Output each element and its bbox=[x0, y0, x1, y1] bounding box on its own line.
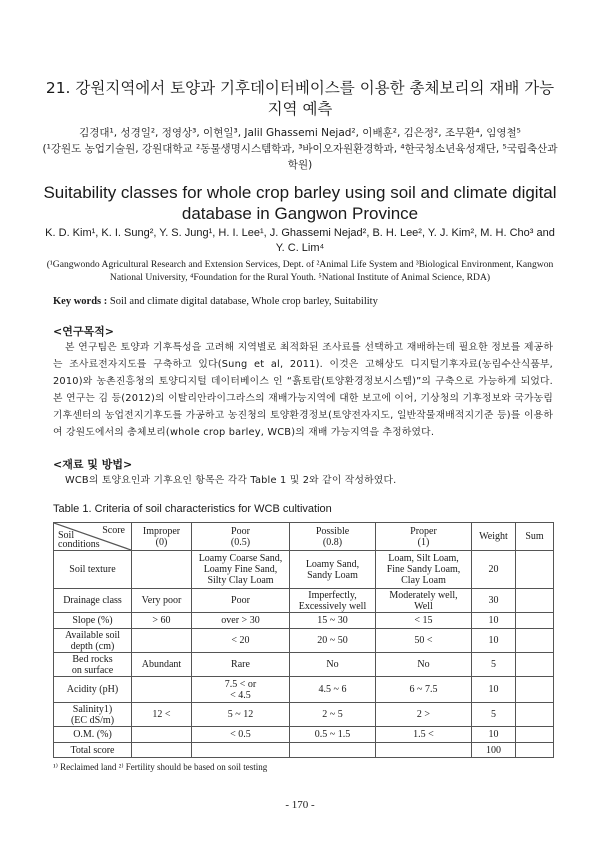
table-cell bbox=[516, 653, 554, 677]
english-authors: K. D. Kim¹, K. I. Sung², Y. S. Jung¹, H. I. Lee¹, J. Ghassemi Nejad², B. H. Lee², Y. J. Kim², M. H. Cho³ and Y. C. Lim⁴ bbox=[45, 227, 555, 254]
korean-authors-block bbox=[40, 125, 560, 173]
table-cell bbox=[516, 589, 554, 613]
table-row bbox=[54, 589, 554, 613]
table-cell bbox=[516, 703, 554, 727]
table-cell: Loamy Sand, Sandy Loam bbox=[290, 551, 376, 589]
keywords-text: Soil and climate digital database, Whole crop barley, Suitability bbox=[109, 296, 378, 307]
table-cell: < 20 bbox=[192, 629, 290, 653]
header-poor: Poor (0.5) bbox=[192, 523, 290, 551]
table-cell: > 60 bbox=[132, 613, 192, 629]
header-proper: Proper (1) bbox=[376, 523, 472, 551]
table-cell bbox=[516, 677, 554, 703]
korean-affiliations: (¹강원도 농업기술원, 강원대학교 ²동물생명시스템학과, ³바이오자원환경학과, ⁴한국청소년육성재단, ⁵국립축산과학원) bbox=[42, 143, 558, 171]
table-cell: 2 > bbox=[376, 703, 472, 727]
table-cell: 5 bbox=[472, 703, 516, 727]
table-body bbox=[54, 551, 554, 758]
table-cell bbox=[132, 551, 192, 589]
table-cell: 7.5 < or < 4.5 bbox=[192, 677, 290, 703]
table-cell: 10 bbox=[472, 629, 516, 653]
english-title: Suitability classes for whole crop barley using soil and climate digital database in Gangwon Province bbox=[43, 183, 557, 223]
corner-score-label: Score bbox=[102, 525, 125, 536]
table-cell: 10 bbox=[472, 677, 516, 703]
criteria-table bbox=[53, 522, 554, 758]
table-cell: No bbox=[290, 653, 376, 677]
table-cell: Imperfectly, Excessively well bbox=[290, 589, 376, 613]
table-cell: 5 ~ 12 bbox=[192, 703, 290, 727]
table-cell: Rare bbox=[192, 653, 290, 677]
table-cell bbox=[132, 629, 192, 653]
table-cell: Moderately well, Well bbox=[376, 589, 472, 613]
table-cell: 12 < bbox=[132, 703, 192, 727]
row-label-cell: O.M. (%) bbox=[54, 727, 132, 743]
row-label-cell: Bed rocks on surface bbox=[54, 653, 132, 677]
table-cell bbox=[132, 743, 192, 758]
table-cell: 20 bbox=[472, 551, 516, 589]
table-row bbox=[54, 727, 554, 743]
page-number: - 170 - bbox=[285, 799, 315, 811]
table-cell: over > 30 bbox=[192, 613, 290, 629]
section-methods-title: <재료 및 방법> bbox=[53, 458, 133, 471]
header-weight: Weight bbox=[472, 523, 516, 551]
table-cell: 0.5 ~ 1.5 bbox=[290, 727, 376, 743]
table-cell: Loamy Coarse Sand, Loamy Fine Sand, Silty Clay Loam bbox=[192, 551, 290, 589]
table-caption: Table 1. Criteria of soil characteristics for WCB cultivation bbox=[53, 503, 332, 515]
table-row bbox=[54, 551, 554, 589]
section-objective-title: <연구목적> bbox=[53, 325, 114, 338]
table-cell bbox=[290, 743, 376, 758]
section-objective-text: 본 연구팀은 토양과 기후특성을 고려해 지역별로 최적화된 조사료를 선택하고 재배하는데 필요한 정보를 제공하는 조사료전자지도를 구축하고 있다(Sung et al, 2011). 이것은 고해상도 디지털기후자료(농림수산식품부, 2010)와 농촌진흥청의 토양디지털 데이터베이스 인 “흙토람(토양환경정보시스템)”의 구축으로 가능하게 되었다. 본 연구는 김 등(2012)의 이탈리안라이그라스의 재배가능지역에 대한 보고에 이어, 기상청의 기후정보와 국가농림기후센터의 농업전지기후도를 가공하고 농진청의 토양환경정보(토양전자지도, 일반작물재배적지기준 등)를 이용하여 강원도에서의 총체보리(whole crop barley, WCB)의 재배 가능지역을 추정하였다. bbox=[53, 342, 553, 438]
table-row bbox=[54, 613, 554, 629]
table-cell bbox=[516, 629, 554, 653]
header-improper: Improper (0) bbox=[132, 523, 192, 551]
table-cell: Loam, Silt Loam, Fine Sandy Loam, Clay Loam bbox=[376, 551, 472, 589]
table-cell: < 0.5 bbox=[192, 727, 290, 743]
table-cell: 5 bbox=[472, 653, 516, 677]
table-cell: 10 bbox=[472, 727, 516, 743]
table-corner-cell bbox=[54, 523, 132, 551]
table-cell: Very poor bbox=[132, 589, 192, 613]
table-row bbox=[54, 703, 554, 727]
corner-conditions-label: Soil conditions bbox=[58, 530, 100, 550]
row-label-cell: Salinity1) (EC dS/m) bbox=[54, 703, 132, 727]
table-row bbox=[54, 677, 554, 703]
row-label-cell: Slope (%) bbox=[54, 613, 132, 629]
table-cell: 4.5 ~ 6 bbox=[290, 677, 376, 703]
table-cell bbox=[516, 613, 554, 629]
row-label-cell: Acidity (pH) bbox=[54, 677, 132, 703]
table-footnote: ¹⁾ Reclaimed land ²⁾ Fertility should be based on soil testing bbox=[53, 762, 268, 772]
header-possible: Possible (0.8) bbox=[290, 523, 376, 551]
row-label-cell: Total score bbox=[54, 743, 132, 758]
table-cell: 30 bbox=[472, 589, 516, 613]
table-row bbox=[54, 743, 554, 758]
table-cell: 6 ~ 7.5 bbox=[376, 677, 472, 703]
header-sum: Sum bbox=[516, 523, 554, 551]
table-cell: Poor bbox=[192, 589, 290, 613]
keywords-line bbox=[53, 296, 553, 307]
table-cell: < 15 bbox=[376, 613, 472, 629]
table-cell: No bbox=[376, 653, 472, 677]
table-cell bbox=[132, 727, 192, 743]
row-label-cell: Available soil depth (cm) bbox=[54, 629, 132, 653]
table-cell bbox=[376, 743, 472, 758]
table-cell: Abundant bbox=[132, 653, 192, 677]
table-row bbox=[54, 629, 554, 653]
row-label-cell: Drainage class bbox=[54, 589, 132, 613]
korean-title: 21. 강원지역에서 토양과 기후데이터베이스를 이용한 총체보리의 재배 가능지역 예측 bbox=[45, 79, 555, 118]
table-cell: 2 ~ 5 bbox=[290, 703, 376, 727]
table-cell bbox=[516, 743, 554, 758]
table-cell: 1.5 < bbox=[376, 727, 472, 743]
english-affiliations: (¹Gangwondo Agricultural Research and Extension Services, Dept. of ²Animal Life System and ³Biological Environment, Kangwon National University, ⁴Foundation for the Rural Youth. ⁵National Institute of Animal Science, RDA) bbox=[46, 259, 554, 283]
table-row bbox=[54, 653, 554, 677]
table-cell: 15 ~ 30 bbox=[290, 613, 376, 629]
row-label-cell: Soil texture bbox=[54, 551, 132, 589]
table-header-row bbox=[54, 523, 554, 551]
table-cell bbox=[516, 727, 554, 743]
section-methods-text: WCB의 토양요인과 기후요인 항목은 각각 Table 1 및 2와 같이 작성하였다. bbox=[65, 475, 397, 486]
table-cell: 100 bbox=[472, 743, 516, 758]
table-cell: 50 < bbox=[376, 629, 472, 653]
keywords-label: Key words : bbox=[53, 296, 108, 307]
table-cell: 20 ~ 50 bbox=[290, 629, 376, 653]
table-cell: 10 bbox=[472, 613, 516, 629]
table-cell bbox=[192, 743, 290, 758]
table-cell bbox=[132, 677, 192, 703]
korean-authors: 김경대¹, 성경일², 정영상³, 이현일³, Jalil Ghassemi Nejad², 이배훈², 김은정², 조무환⁴, 임영철⁵ bbox=[79, 127, 521, 139]
table-cell bbox=[516, 551, 554, 589]
